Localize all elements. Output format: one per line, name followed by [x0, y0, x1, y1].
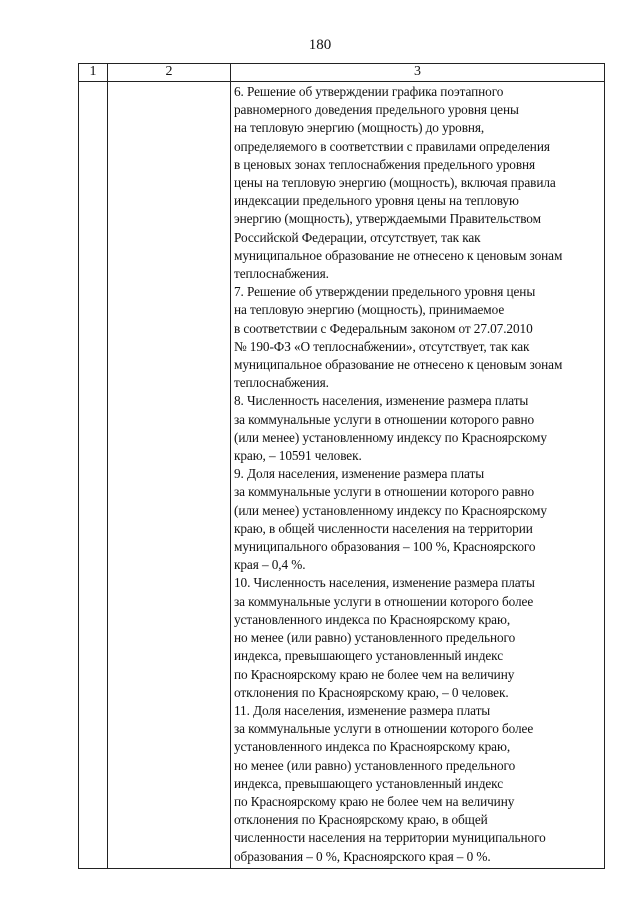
page-number: 180 — [308, 37, 332, 53]
text-line: установленного индекса по Красноярскому краю, — [234, 611, 511, 627]
column-header-1: 1 — [79, 64, 108, 82]
text-line: но менее (или равно) установленного предельного — [234, 630, 516, 646]
text-line: муниципальное образование не отнесено к ценовым зонам — [234, 247, 563, 263]
cell-col-2 — [108, 82, 231, 869]
text-line: энергию (мощность), утверждаемыми Правительством — [234, 211, 541, 227]
table-header-row — [79, 64, 605, 82]
text-line: численности населения на территории муниципального — [234, 830, 546, 846]
text-line: № 190-ФЗ «О теплоснабжении», отсутствует, так как — [234, 338, 530, 354]
text-line: установленного индекса по Красноярскому краю, — [234, 739, 511, 755]
text-line: но менее (или равно) установленного предельного — [234, 757, 516, 773]
text-line: 7. Решение об утверждении предельного уровня цены — [234, 284, 536, 300]
text-line: (или менее) установленному индексу по Красноярскому — [234, 429, 547, 445]
text-line: за коммунальные услуги в отношении которого равно — [234, 411, 535, 427]
text-line: отклонения по Красноярскому краю, – 0 человек. — [234, 684, 509, 700]
text-line: 8. Численность населения, изменение размера платы — [234, 393, 529, 409]
text-line: 9. Доля населения, изменение размера платы — [234, 466, 485, 482]
document-table — [78, 63, 605, 869]
text-line: по Красноярскому краю не более чем на величину — [234, 793, 515, 809]
text-line: индексации предельного уровня цены на тепловую — [234, 193, 519, 209]
text-line: цены на тепловую энергию (мощность), включая правила — [234, 175, 556, 191]
text-line: теплоснабжения. — [234, 375, 329, 391]
text-line: равномерного доведения предельного уровня цены — [234, 102, 519, 118]
text-line: по Красноярскому краю не более чем на величину — [234, 666, 515, 682]
text-line: индекса, превышающего установленный индекс — [234, 775, 503, 791]
text-line: на тепловую энергию (мощность), принимаемое — [234, 302, 505, 318]
text-line: краю, – 10591 человек. — [234, 448, 362, 464]
text-line: отклонения по Красноярскому краю, в общей — [234, 812, 488, 828]
text-line: 11. Доля населения, изменение размера платы — [234, 702, 491, 718]
text-line: краю, в общей численности населения на территории — [234, 520, 533, 536]
text-line: теплоснабжения. — [234, 266, 329, 282]
text-line: муниципального образования – 100 %, Красноярского — [234, 539, 536, 555]
text-line: 6. Решение об утверждении графика поэтапного — [234, 84, 504, 99]
text-line: муниципальное образование не отнесено к ценовым зонам — [234, 357, 563, 373]
text-line: индекса, превышающего установленный индекс — [234, 648, 503, 664]
text-line: Российской Федерации, отсутствует, так как — [234, 229, 481, 245]
text-line: за коммунальные услуги в отношении которого равно — [234, 484, 535, 500]
text-line: образования – 0 %, Красноярского края – 0 %. — [234, 848, 491, 864]
text-line: на тепловую энергию (мощность) до уровня, — [234, 120, 485, 136]
text-line: за коммунальные услуги в отношении которого более — [234, 593, 534, 609]
column-header-2: 2 — [108, 64, 231, 82]
text-line: в соответствии с Федеральным законом от 27.07.2010 — [234, 320, 533, 336]
text-line: за коммунальные услуги в отношении которого более — [234, 721, 534, 737]
column-header-3: 3 — [231, 64, 605, 82]
text-line: (или менее) установленному индексу по Красноярскому — [234, 502, 547, 518]
cell-col-3-text — [231, 82, 605, 869]
table-row — [79, 82, 605, 869]
text-line: определяемого в соответствии с правилами определения — [234, 138, 550, 154]
text-line: 10. Численность населения, изменение размера платы — [234, 575, 535, 591]
text-lines — [234, 83, 604, 866]
text-line: в ценовых зонах теплоснабжения предельного уровня — [234, 156, 536, 172]
text-line: края – 0,4 %. — [234, 557, 306, 573]
cell-col-1 — [79, 82, 108, 869]
